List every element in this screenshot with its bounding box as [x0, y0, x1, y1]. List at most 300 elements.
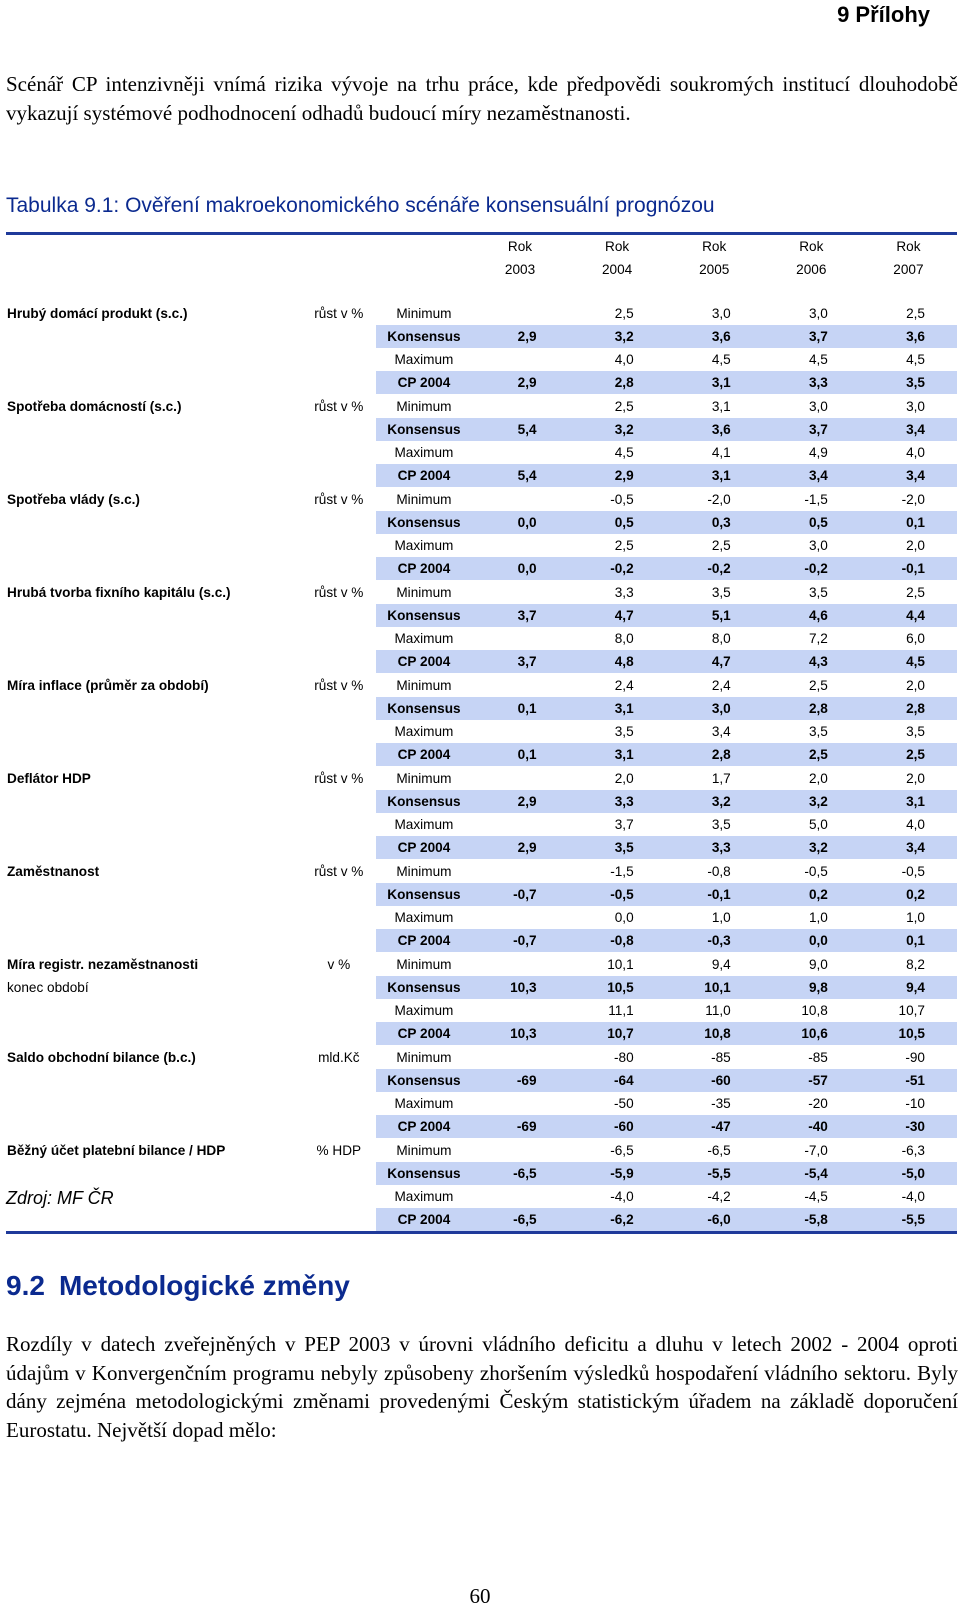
value-cell: -1,5: [610, 864, 634, 879]
value-cell: 2,9: [471, 790, 568, 813]
value-cell: -1,5: [804, 492, 828, 507]
value-cell: 3,0: [808, 306, 828, 321]
forecast-table-container: [6, 232, 957, 1234]
value-cell: [471, 953, 568, 977]
value-cell: 3,4: [860, 418, 957, 441]
value-cell: 3,0: [711, 306, 731, 321]
value-cell: 7,2: [808, 631, 828, 646]
value-cell: 2,8: [569, 371, 666, 395]
value-cell: 10,3: [471, 1022, 568, 1046]
value-cell: 8,0: [711, 631, 731, 646]
value-cell: 4,3: [763, 650, 860, 674]
value-cell: 3,6: [860, 325, 957, 348]
table-row: [6, 836, 957, 860]
value-cell: -0,1: [666, 883, 763, 906]
indicator-sublabel: [6, 1069, 301, 1092]
value-cell: 2,5: [860, 743, 957, 767]
value-cell: 4,1: [711, 445, 731, 460]
value-cell: 5,4: [471, 464, 568, 488]
value-cell: 3,1: [860, 790, 957, 813]
empty-cell: [6, 813, 301, 836]
statistic-label: Minimum: [396, 399, 452, 414]
table-row: [6, 650, 957, 674]
table-row: [6, 883, 957, 906]
value-cell: 3,3: [666, 836, 763, 860]
header-row-years: [6, 258, 957, 281]
value-cell: 2,9: [471, 325, 568, 348]
table-row: [6, 767, 957, 791]
value-cell: 3,4: [763, 464, 860, 488]
empty-cell: [301, 557, 376, 581]
value-cell: -85: [808, 1050, 828, 1065]
year-prefix: Rok: [799, 239, 824, 254]
table-row: [6, 488, 957, 512]
empty-cell: [301, 906, 376, 929]
value-cell: -51: [860, 1069, 957, 1092]
table-row: [6, 1022, 957, 1046]
empty-cell: [301, 929, 376, 953]
value-cell: 3,5: [906, 724, 925, 739]
value-cell: 1,0: [711, 910, 731, 925]
value-cell: 3,6: [666, 325, 763, 348]
statistic-label: Minimum: [396, 1143, 452, 1158]
empty-cell: [6, 534, 301, 557]
value-cell: 3,5: [860, 371, 957, 395]
table-row: [6, 325, 957, 348]
value-cell: 1,7: [711, 771, 731, 786]
value-cell: -5,4: [763, 1162, 860, 1185]
value-cell: 1,0: [808, 910, 828, 925]
value-cell: 2,9: [569, 464, 666, 488]
value-cell: -0,7: [471, 883, 568, 906]
value-cell: 3,4: [860, 464, 957, 488]
value-cell: 0,1: [860, 511, 957, 534]
value-cell: -4,2: [707, 1189, 731, 1204]
value-cell: -6,3: [901, 1143, 925, 1158]
value-cell: [471, 1046, 568, 1070]
statistic-label: Minimum: [396, 678, 452, 693]
value-cell: 3,4: [860, 836, 957, 860]
indicator-sublabel: [6, 1162, 301, 1185]
value-cell: 3,2: [569, 325, 666, 348]
table-row: [6, 1092, 957, 1115]
value-cell: -7,0: [804, 1143, 828, 1158]
statistic-label: Konsensus: [376, 883, 471, 906]
year-header: 2007: [893, 262, 924, 277]
value-cell: -6,5: [471, 1208, 568, 1233]
value-cell: 2,0: [906, 538, 925, 553]
value-cell: 3,2: [569, 418, 666, 441]
value-cell: -10: [905, 1096, 925, 1111]
value-cell: [471, 302, 568, 325]
value-cell: 2,0: [906, 678, 925, 693]
value-cell: 2,9: [471, 836, 568, 860]
statistic-label: Konsensus: [376, 1162, 471, 1185]
table-row: [6, 418, 957, 441]
empty-cell: [301, 1162, 376, 1185]
indicator-sublabel: [6, 325, 301, 348]
value-cell: [471, 348, 568, 371]
value-cell: 0,5: [569, 511, 666, 534]
value-cell: [471, 441, 568, 464]
statistic-label: Maximum: [394, 352, 454, 367]
unit-label: růst v %: [314, 771, 364, 786]
value-cell: [471, 906, 568, 929]
table-caption: Tabulka 9.1: Ověření makroekonomického scénáře konsensuální prognózou: [6, 194, 715, 217]
header-row-prefix: [6, 235, 957, 258]
value-cell: -5,8: [763, 1208, 860, 1233]
value-cell: 10,5: [860, 1022, 957, 1046]
value-cell: 4,6: [763, 604, 860, 627]
table-source: Zdroj: MF ČR: [6, 1188, 114, 1208]
value-cell: -80: [614, 1050, 634, 1065]
value-cell: 2,0: [808, 771, 828, 786]
indicator-label: Míra inflace (průměr za období): [7, 678, 209, 693]
table-row: [6, 813, 957, 836]
value-cell: 2,5: [711, 538, 731, 553]
table-row: [6, 1046, 957, 1070]
value-cell: -69: [471, 1115, 568, 1139]
year-header: 2004: [601, 262, 633, 277]
value-cell: 3,6: [666, 418, 763, 441]
table-row: [6, 929, 957, 953]
value-cell: 3,7: [471, 650, 568, 674]
value-cell: 2,5: [906, 306, 925, 321]
statistic-label: CP 2004: [376, 464, 471, 488]
empty-cell: [301, 441, 376, 464]
empty-cell: [301, 511, 376, 534]
unit-label: růst v %: [314, 399, 364, 414]
empty-cell: [301, 697, 376, 720]
value-cell: -4,0: [610, 1189, 634, 1204]
table-row: [6, 790, 957, 813]
value-cell: 0,0: [471, 557, 568, 581]
value-cell: -0,5: [610, 492, 634, 507]
value-cell: [471, 1092, 568, 1115]
statistic-label: Minimum: [396, 771, 452, 786]
statistic-label: CP 2004: [376, 650, 471, 674]
value-cell: 3,3: [763, 371, 860, 395]
table-row: [6, 627, 957, 650]
table-row: [6, 743, 957, 767]
value-cell: 4,5: [860, 650, 957, 674]
value-cell: 2,0: [614, 771, 634, 786]
statistic-label: Konsensus: [376, 976, 471, 999]
value-cell: -0,1: [860, 557, 957, 581]
value-cell: [471, 488, 568, 512]
value-cell: -5,5: [666, 1162, 763, 1185]
table-row: [6, 557, 957, 581]
value-cell: 11,1: [608, 1003, 634, 1018]
value-cell: 2,8: [666, 743, 763, 767]
value-cell: 3,1: [569, 697, 666, 720]
value-cell: 0,3: [666, 511, 763, 534]
statistic-label: CP 2004: [376, 557, 471, 581]
value-cell: 3,7: [763, 418, 860, 441]
value-cell: -0,2: [666, 557, 763, 581]
value-cell: -0,2: [569, 557, 666, 581]
value-cell: 10,5: [569, 976, 666, 999]
value-cell: 9,0: [808, 957, 828, 972]
table-row: [6, 1162, 957, 1185]
indicator-sublabel: [6, 697, 301, 720]
value-cell: 3,0: [906, 399, 925, 414]
empty-cell: [301, 464, 376, 488]
value-cell: 2,4: [614, 678, 634, 693]
statistic-label: Maximum: [394, 1189, 454, 1204]
value-cell: 3,2: [763, 790, 860, 813]
value-cell: -5,0: [860, 1162, 957, 1185]
table-row: [6, 1115, 957, 1139]
table-row: [6, 1069, 957, 1092]
indicator-label: Hrubý domácí produkt (s.c.): [7, 306, 188, 321]
section-title: Metodologické změny: [58, 1270, 350, 1301]
statistic-label: Minimum: [396, 492, 452, 507]
table-row: [6, 1139, 957, 1163]
value-cell: 4,5: [808, 352, 828, 367]
empty-cell: [301, 1185, 376, 1208]
empty-cell: [301, 371, 376, 395]
value-cell: 0,1: [860, 929, 957, 953]
empty-cell: [6, 720, 301, 743]
value-cell: 10,1: [666, 976, 763, 999]
value-cell: 2,4: [711, 678, 731, 693]
table-row: [6, 348, 957, 371]
statistic-label: Maximum: [394, 817, 454, 832]
indicator-label: Míra registr. nezaměstnanosti: [7, 957, 199, 972]
value-cell: 4,0: [906, 445, 925, 460]
empty-cell: [6, 1092, 301, 1115]
value-cell: [471, 999, 568, 1022]
value-cell: -0,5: [901, 864, 925, 879]
statistic-label: Konsensus: [376, 604, 471, 627]
value-cell: 0,0: [471, 511, 568, 534]
table-row: [6, 906, 957, 929]
value-cell: 8,0: [614, 631, 634, 646]
value-cell: [471, 395, 568, 419]
table-row: [6, 697, 957, 720]
indicator-label: Hrubá tvorba fixního kapitálu (s.c.): [7, 585, 231, 600]
statistic-label: Konsensus: [376, 325, 471, 348]
value-cell: 10,8: [801, 1003, 828, 1018]
empty-cell: [301, 720, 376, 743]
statistic-label: Minimum: [396, 957, 452, 972]
empty-cell: [6, 1115, 301, 1139]
value-cell: 10,7: [898, 1003, 925, 1018]
value-cell: -0,2: [763, 557, 860, 581]
empty-cell: [301, 1092, 376, 1115]
empty-cell: [6, 999, 301, 1022]
statistic-label: Minimum: [396, 864, 452, 879]
statistic-label: Maximum: [394, 631, 454, 646]
value-cell: -0,5: [804, 864, 828, 879]
empty-cell: [301, 1115, 376, 1139]
value-cell: 3,5: [711, 817, 731, 832]
value-cell: -20: [808, 1096, 828, 1111]
empty-cell: [301, 534, 376, 557]
intro-paragraph: Scénář CP intenzivněji vnímá rizika vývoje na trhu práce, kde předpovědi soukromých institucí dlouhodobě vykazují systémové podhodnocení odhadů budoucí míry nezaměstnanosti.: [6, 72, 958, 125]
value-cell: -64: [569, 1069, 666, 1092]
value-cell: 3,5: [569, 836, 666, 860]
value-cell: 2,5: [906, 585, 925, 600]
value-cell: 3,5: [808, 585, 828, 600]
statistic-label: Konsensus: [376, 697, 471, 720]
year-header: 2006: [796, 262, 827, 277]
empty-cell: [6, 441, 301, 464]
table-row: [6, 581, 957, 605]
statistic-label: Konsensus: [376, 418, 471, 441]
unit-label: % HDP: [316, 1143, 362, 1158]
forecast-table: [6, 235, 957, 1234]
value-cell: -40: [763, 1115, 860, 1139]
table-row: [6, 953, 957, 977]
unit-label: růst v %: [314, 678, 364, 693]
value-cell: 2,5: [614, 538, 634, 553]
empty-cell: [301, 1022, 376, 1046]
value-cell: 3,4: [711, 724, 731, 739]
table-row: [6, 441, 957, 464]
table-row: [6, 860, 957, 884]
value-cell: 3,5: [614, 724, 634, 739]
indicator-sublabel: [6, 883, 301, 906]
value-cell: 11,0: [705, 1003, 731, 1018]
indicator-sublabel: [6, 418, 301, 441]
value-cell: 4,5: [711, 352, 731, 367]
empty-cell: [301, 813, 376, 836]
empty-cell: [301, 418, 376, 441]
value-cell: -85: [711, 1050, 731, 1065]
statistic-label: Maximum: [394, 724, 454, 739]
value-cell: 3,1: [569, 743, 666, 767]
unit-label: růst v %: [314, 492, 364, 507]
empty-cell: [301, 1208, 376, 1233]
statistic-label: CP 2004: [376, 836, 471, 860]
value-cell: -35: [711, 1096, 731, 1111]
value-cell: 10,8: [666, 1022, 763, 1046]
empty-cell: [301, 999, 376, 1022]
statistic-label: Minimum: [396, 1050, 452, 1065]
statistic-label: Maximum: [394, 1003, 454, 1018]
statistic-label: CP 2004: [376, 1115, 471, 1139]
value-cell: 3,1: [711, 399, 731, 414]
statistic-label: Maximum: [394, 538, 454, 553]
page-number: 60: [469, 1584, 491, 1608]
table-row: [6, 976, 957, 999]
year-prefix: Rok: [507, 239, 533, 254]
empty-cell: [301, 743, 376, 767]
value-cell: 5,4: [471, 418, 568, 441]
value-cell: -69: [471, 1069, 568, 1092]
value-cell: 3,2: [666, 790, 763, 813]
value-cell: 3,5: [711, 585, 731, 600]
value-cell: 2,0: [906, 771, 925, 786]
statistic-label: CP 2004: [376, 371, 471, 395]
table-row: [6, 371, 957, 395]
table-body: [6, 302, 957, 1233]
value-cell: -57: [763, 1069, 860, 1092]
value-cell: 3,7: [763, 325, 860, 348]
value-cell: -47: [666, 1115, 763, 1139]
indicator-label: Saldo obchodní bilance (b.c.): [7, 1050, 196, 1065]
year-prefix: Rok: [896, 239, 921, 254]
value-cell: 3,7: [471, 604, 568, 627]
empty-cell: [301, 348, 376, 371]
empty-cell: [6, 906, 301, 929]
value-cell: 4,9: [808, 445, 828, 460]
empty-cell: [6, 1022, 301, 1046]
value-cell: 2,5: [614, 306, 634, 321]
value-cell: 3,5: [808, 724, 828, 739]
value-cell: 0,0: [614, 910, 634, 925]
year-header: 2005: [699, 262, 730, 277]
table-row: [6, 720, 957, 743]
value-cell: -5,5: [860, 1208, 957, 1233]
empty-cell: [301, 325, 376, 348]
value-cell: -2,0: [901, 492, 925, 507]
section-number: 9.2: [6, 1270, 45, 1301]
indicator-sublabel: [6, 790, 301, 813]
value-cell: 4,4: [860, 604, 957, 627]
empty-cell: [6, 743, 301, 767]
empty-cell: [301, 976, 376, 999]
section-body-paragraph: Rozdíly v datech zveřejněných v PEP 2003 v úrovni vládního deficitu a dluhu v letech 2002 - 2004 oproti údajům v Konvergenčním programu nebyly způsobeny zhoršením výsledků hospodaření vládního sektoru. Byly dány zejména metodologickými změnami provedenými Českým statistickým úřadem na základě doporučení Eurostatu. Největší dopad mělo:: [6, 1332, 958, 1442]
statistic-label: Maximum: [394, 1096, 454, 1111]
year-prefix: Rok: [702, 239, 727, 254]
value-cell: 9,4: [860, 976, 957, 999]
value-cell: 4,0: [906, 817, 925, 832]
statistic-label: CP 2004: [376, 929, 471, 953]
statistic-label: Minimum: [396, 306, 452, 321]
unit-label: růst v %: [314, 306, 364, 321]
empty-cell: [6, 1208, 301, 1233]
empty-cell: [301, 627, 376, 650]
value-cell: -0,7: [471, 929, 568, 953]
empty-cell: [301, 1069, 376, 1092]
year-header: 2003: [504, 262, 536, 277]
unit-label: mld.Kč: [318, 1050, 360, 1065]
value-cell: 3,7: [614, 817, 634, 832]
value-cell: 4,7: [666, 650, 763, 674]
value-cell: -2,0: [707, 492, 731, 507]
value-cell: 9,8: [763, 976, 860, 999]
value-cell: 0,1: [471, 743, 568, 767]
value-cell: -60: [569, 1115, 666, 1139]
table-row: [6, 511, 957, 534]
value-cell: 2,5: [808, 678, 828, 693]
empty-cell: [6, 650, 301, 674]
value-cell: -4,5: [804, 1189, 828, 1204]
table-row: [6, 674, 957, 698]
value-cell: 0,1: [471, 697, 568, 720]
value-cell: 2,8: [860, 697, 957, 720]
value-cell: 9,4: [711, 957, 731, 972]
value-cell: -6,5: [610, 1143, 634, 1158]
value-cell: -6,0: [666, 1208, 763, 1233]
statistic-label: Konsensus: [376, 790, 471, 813]
value-cell: 3,1: [666, 464, 763, 488]
empty-cell: [6, 836, 301, 860]
value-cell: [471, 767, 568, 791]
value-cell: 3,2: [763, 836, 860, 860]
table-row: [6, 534, 957, 557]
unit-label: v %: [327, 957, 351, 972]
value-cell: 8,2: [906, 957, 925, 972]
indicator-label: Spotřeba domácností (s.c.): [7, 399, 182, 414]
indicator-label: Běžný účet platební bilance / HDP: [7, 1143, 226, 1158]
value-cell: -5,9: [569, 1162, 666, 1185]
indicator-label: Deflátor HDP: [7, 771, 91, 786]
indicator-sublabel: [6, 511, 301, 534]
